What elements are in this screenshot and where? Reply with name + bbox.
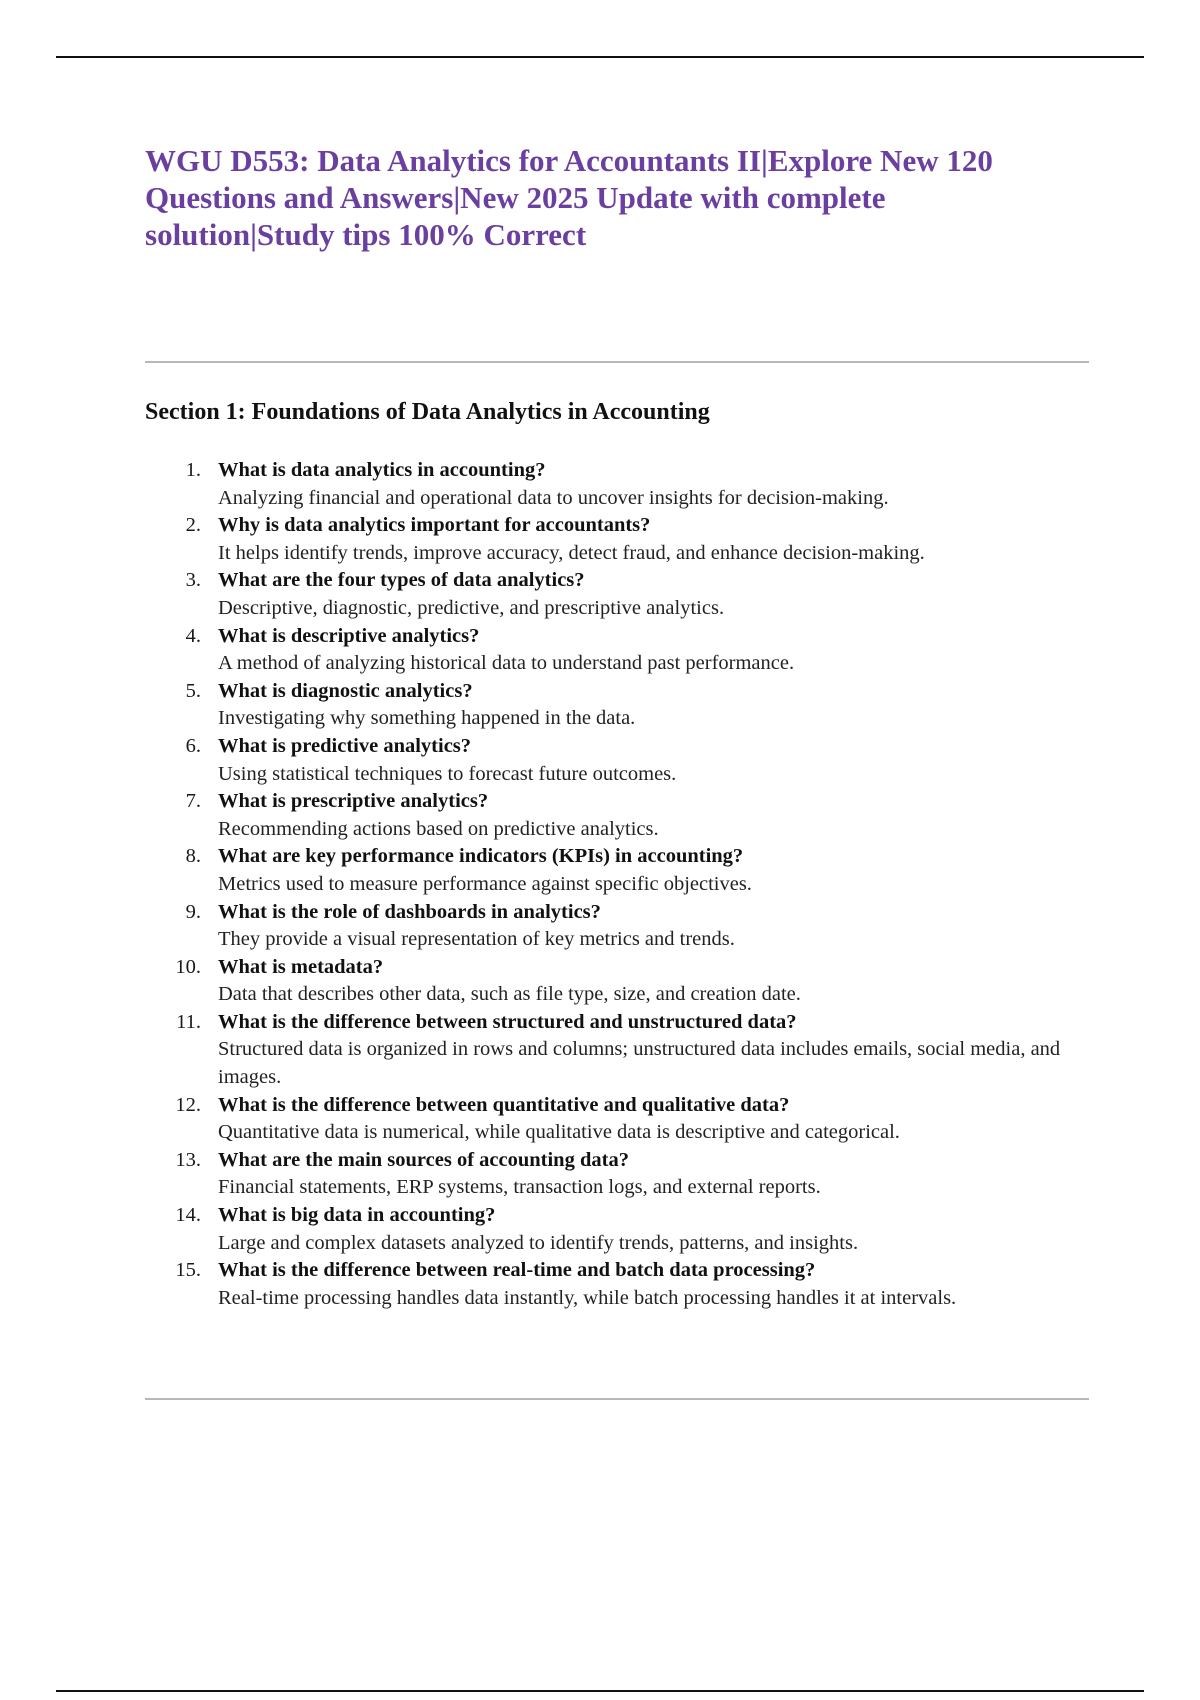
answer-text: Investigating why something happened in the data.: [218, 707, 636, 730]
list-item: [145, 843, 1095, 898]
list-item: [145, 954, 1095, 1009]
question-text: What is big data in accounting?: [218, 1204, 496, 1227]
question-text: What is the difference between quantitative and qualitative data?: [218, 1093, 790, 1116]
item-number: 11.: [176, 1010, 201, 1033]
item-number: 1.: [185, 459, 201, 481]
page-top-rule: [56, 56, 1144, 58]
item-number: 5.: [185, 679, 201, 702]
list-item: [145, 457, 1095, 512]
list-item: [145, 678, 1095, 733]
qa-list: [145, 457, 1095, 1312]
list-item: [145, 1147, 1095, 1202]
list-item: [145, 567, 1095, 622]
item-number: 14.: [175, 1204, 201, 1227]
question-text: What is the difference between structured and unstructured data?: [218, 1010, 797, 1033]
section-divider-top: [145, 361, 1089, 363]
answer-text: A method of analyzing historical data to understand past performance.: [218, 652, 795, 675]
question-text: What is predictive analytics?: [218, 734, 472, 757]
section-divider-bottom: [145, 1398, 1089, 1400]
question-text: What is the difference between real-time and batch data processing?: [218, 1259, 816, 1282]
answer-text: Recommending actions based on predictive analytics.: [218, 817, 659, 840]
answer-text: Financial statements, ERP systems, transaction logs, and external reports.: [218, 1176, 821, 1199]
list-item: [145, 1257, 1095, 1312]
item-number: 8.: [185, 845, 201, 868]
answer-text: They provide a visual representation of key metrics and trends.: [218, 928, 735, 951]
answer-text: Analyzing financial and operational data to uncover insights for decision-making.: [218, 486, 889, 509]
answer-text: Large and complex datasets analyzed to identify trends, patterns, and insights.: [218, 1231, 859, 1254]
answer-text: It helps identify trends, improve accuracy, detect fraud, and enhance decision-making.: [218, 541, 925, 564]
question-text: What is prescriptive analytics?: [218, 790, 489, 813]
item-number: 2.: [185, 514, 201, 537]
item-number: 4.: [185, 624, 201, 647]
item-number: 13.: [175, 1148, 201, 1171]
question-text: What is data analytics in accounting?: [218, 459, 546, 481]
answer-text: Structured data is organized in rows and columns; unstructured data includes emails, social media, and images.: [218, 1038, 1061, 1089]
item-number: 3.: [185, 569, 201, 592]
list-item: [145, 512, 1095, 567]
section-title: Section 1: Foundations of Data Analytics in Accounting: [145, 399, 710, 425]
list-item: [145, 623, 1095, 678]
list-item: [145, 1092, 1095, 1147]
question-text: What are the four types of data analytics?: [218, 569, 585, 592]
answer-text: Quantitative data is numerical, while qualitative data is descriptive and categorical.: [218, 1121, 900, 1144]
answer-text: Using statistical techniques to forecast future outcomes.: [218, 762, 677, 785]
list-item: [145, 788, 1095, 843]
list-item: [145, 733, 1095, 788]
question-text: Why is data analytics important for accountants?: [218, 514, 651, 537]
list-item: [145, 1009, 1095, 1092]
document-title: WGU D553: Data Analytics for Accountants II|Explore New 120 Questions and Answers|New 2025 Update with complete solution|Study tips 100% Correct: [145, 143, 993, 252]
answer-text: Data that describes other data, such as file type, size, and creation date.: [218, 983, 801, 1006]
item-number: 15.: [175, 1259, 201, 1282]
answer-text: Descriptive, diagnostic, predictive, and prescriptive analytics.: [218, 596, 725, 619]
item-number: 10.: [175, 955, 201, 978]
list-item: [145, 1202, 1095, 1257]
page-bottom-rule: [56, 1690, 1144, 1692]
question-text: What are key performance indicators (KPIs) in accounting?: [218, 845, 744, 868]
answer-text: Real-time processing handles data instantly, while batch processing handles it at intervals.: [218, 1286, 957, 1309]
question-text: What is the role of dashboards in analytics?: [218, 900, 601, 923]
item-number: 6.: [185, 734, 201, 757]
question-text: What are the main sources of accounting data?: [218, 1148, 629, 1171]
item-number: 9.: [185, 900, 201, 923]
question-text: What is metadata?: [218, 955, 384, 978]
question-text: What is diagnostic analytics?: [218, 679, 473, 702]
answer-text: Metrics used to measure performance against specific objectives.: [218, 872, 752, 895]
list-item: [145, 899, 1095, 954]
question-text: What is descriptive analytics?: [218, 624, 480, 647]
item-number: 12.: [175, 1093, 201, 1116]
item-number: 7.: [185, 790, 201, 813]
